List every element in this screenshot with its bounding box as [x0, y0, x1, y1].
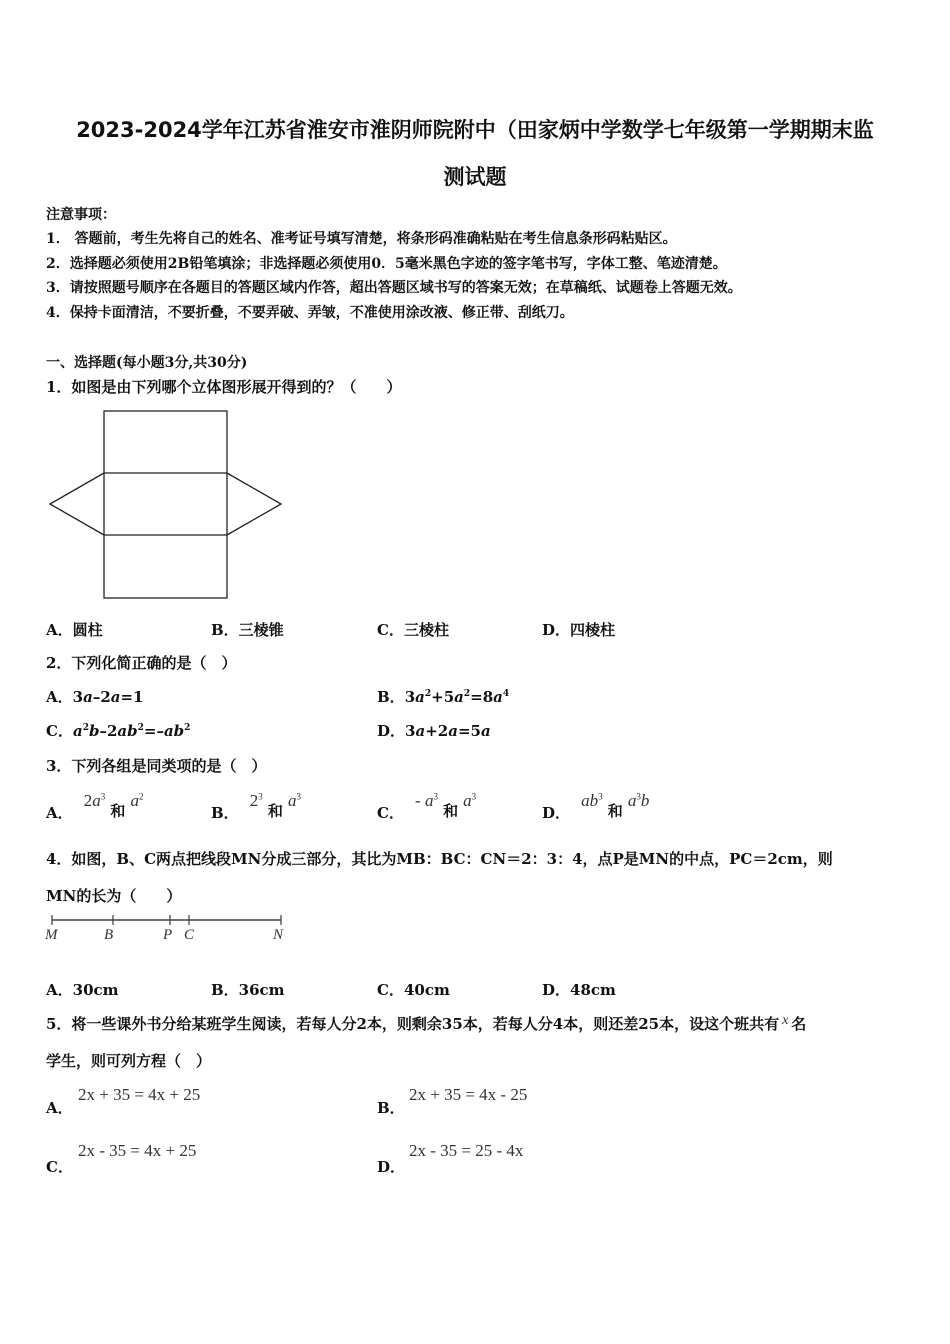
- q3-option-a[interactable]: A． $2a^3$ 和 $a^2$: [46, 791, 144, 822]
- q5-stem-part2: 名: [791, 1015, 807, 1033]
- q4-stem-line2: MN的长为（ ）: [46, 887, 182, 905]
- q2-option-b[interactable]: B．$3a^2+5a^2=8a^4$: [377, 688, 510, 706]
- option-label: C．: [46, 722, 73, 740]
- q1-option-b[interactable]: B．三棱锥: [211, 621, 284, 639]
- q5-option-a-equation[interactable]: 2x + 35 = 4x + 25: [78, 1085, 201, 1104]
- q5-option-c-label[interactable]: C．: [46, 1158, 73, 1176]
- q5-option-a-label[interactable]: A．: [46, 1099, 73, 1117]
- q5-stem-part1: 5．将一些课外书分给某班学生阅读，若每人分2本，则剩余35本，若每人分4本，则还差25本，设这个班共有: [46, 1015, 780, 1033]
- q3-option-b[interactable]: B． $2^3$ 和 $a^3$: [211, 791, 301, 822]
- notice-item: 2．选择题必须使用2B铅笔填涂；非选择题必须使用0．5毫米黑色字迹的签字笔书写，字体工整、笔迹清楚。: [46, 256, 727, 272]
- notice-item: 4．保持卡面清洁，不要折叠，不要弄破、弄皱，不准使用涂改液、修正带、刮纸刀。: [46, 305, 574, 321]
- point-label-b: B: [104, 927, 114, 943]
- net-left-triangle: [50, 473, 104, 535]
- q3-option-d[interactable]: D． $ab^3$ 和 $a^3b$: [542, 791, 650, 822]
- page-title-line1: 2023-2024学年江苏省淮安市淮阴师院附中（田家炳中学数学七年级第一学期期末监: [76, 118, 874, 142]
- option-label: B．: [211, 804, 239, 822]
- option-label: D．: [542, 804, 571, 822]
- q4-segment-figure: [44, 912, 290, 944]
- q2-option-d[interactable]: D．3a+2a=5a: [377, 722, 491, 740]
- q2-stem: 2．下列化简正确的是（ ）: [46, 654, 237, 672]
- option-label: A．: [46, 688, 73, 706]
- q4-option-d[interactable]: D．48cm: [542, 981, 616, 999]
- q4-option-a[interactable]: A．30cm: [46, 981, 119, 999]
- q1-stem: 1．如图是由下列哪个立体图形展开得到的？（ ）: [46, 378, 402, 396]
- notice-item: 1． 答题前，考生先将自己的姓名、准考证号填写清楚，将条形码准确粘贴在考生信息条形码粘贴区。: [46, 231, 677, 247]
- net-rectangles: [104, 411, 227, 598]
- q5-variable: x: [782, 1013, 789, 1028]
- q5-stem-line2: 学生，则可列方程（ ）: [46, 1052, 212, 1070]
- q4-option-c[interactable]: C．40cm: [377, 981, 450, 999]
- and-word: 和: [110, 802, 126, 820]
- net-right-triangle: [227, 473, 281, 535]
- and-word: 和: [607, 802, 623, 820]
- q4-option-b[interactable]: B．36cm: [211, 981, 285, 999]
- q1-option-d[interactable]: D．四棱柱: [542, 621, 616, 639]
- and-word: 和: [267, 802, 283, 820]
- q5-option-d-equation[interactable]: 2x - 35 = 25 - 4x: [409, 1141, 524, 1160]
- q2-option-c[interactable]: C．$a^2b-2ab^2=-ab^2$: [46, 722, 191, 740]
- and-word: 和: [443, 802, 459, 820]
- q5-option-b-label[interactable]: B．: [377, 1099, 405, 1117]
- q5-option-c-equation[interactable]: 2x - 35 = 4x + 25: [78, 1141, 197, 1160]
- notice-item: 3．请按照题号顺序在各题目的答题区域内作答，超出答题区域书写的答案无效；在草稿纸、试题卷上答题无效。: [46, 280, 742, 296]
- q5-stem-line1: [46, 1013, 806, 1034]
- q3-option-c[interactable]: C． - $a^3$ 和 $a^3$: [377, 791, 477, 822]
- q5-option-d-label[interactable]: D．: [377, 1158, 406, 1176]
- q2-option-a[interactable]: A．3a–2a=1: [46, 688, 144, 706]
- q4-stem-line1: 4．如图，B、C两点把线段MN分成三部分，其比为MB：BC：CN＝2：3：4，点P是MN的中点，PC＝2cm，则: [46, 850, 833, 868]
- option-label: C．: [377, 804, 404, 822]
- q5-option-b-equation[interactable]: 2x + 35 = 4x - 25: [409, 1085, 528, 1104]
- page-title-line2: 测试题: [443, 165, 507, 189]
- option-label: D．: [377, 722, 406, 740]
- q1-option-c[interactable]: C．三棱柱: [377, 621, 449, 639]
- q1-option-a[interactable]: A．圆柱: [46, 621, 103, 639]
- point-label-n: N: [273, 927, 284, 943]
- option-label: A．: [46, 804, 73, 822]
- q3-stem: 3．下列各组是同类项的是（ ）: [46, 757, 267, 775]
- notice-header: 注意事项：: [46, 207, 116, 223]
- section-header: 一、选择题(每小题3分,共30分): [46, 355, 248, 371]
- point-label-m: M: [45, 927, 58, 943]
- point-label-p: P: [163, 927, 173, 943]
- point-label-c: C: [184, 927, 195, 943]
- q1-net-figure: [44, 406, 288, 602]
- option-label: B．: [377, 688, 405, 706]
